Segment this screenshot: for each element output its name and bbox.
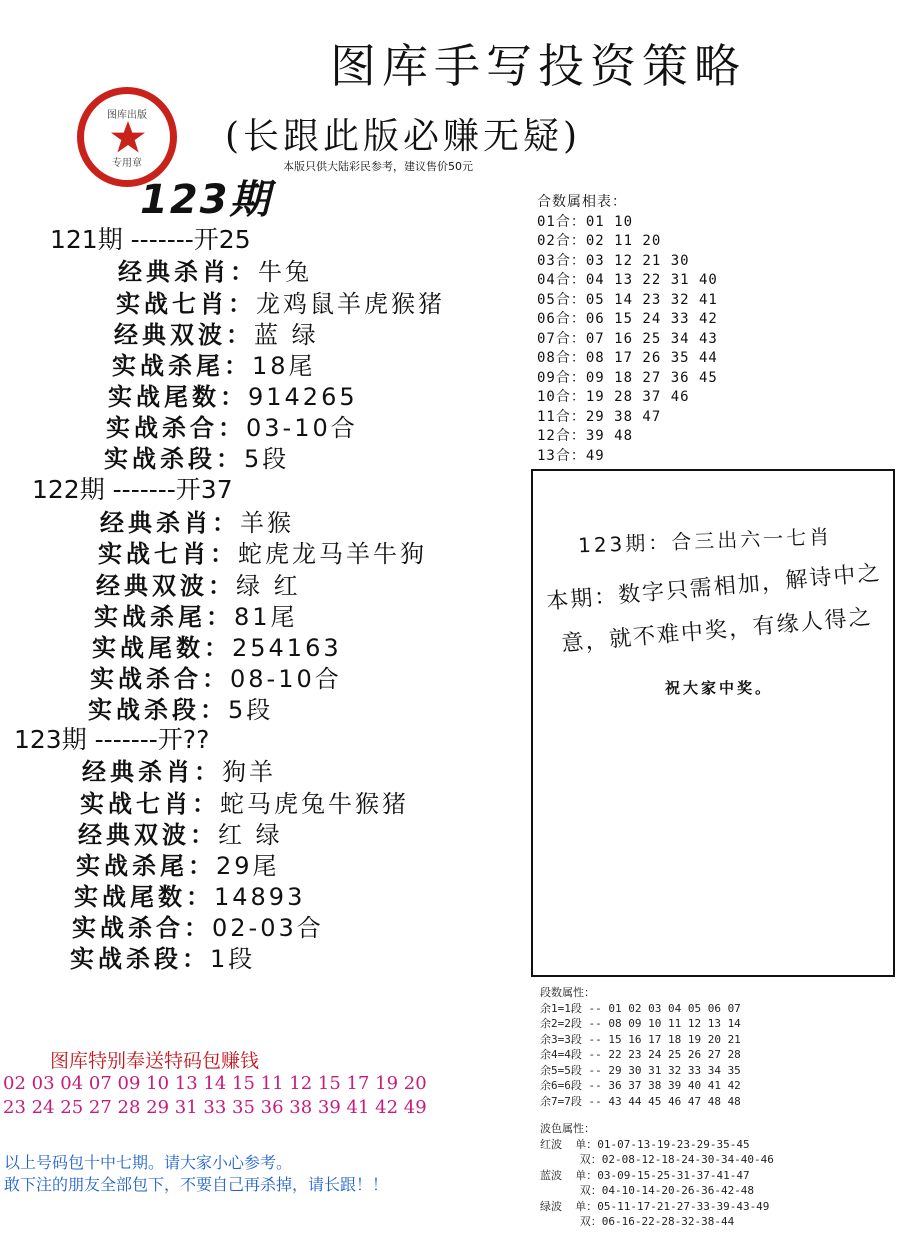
period-123-line xyxy=(80,784,409,819)
riddle-line-2: 本期：数字只需相加，解诗中之 xyxy=(545,560,883,615)
wave-row: 双：04-10-14-20-26-36-42-48 xyxy=(540,1184,755,1197)
star-icon xyxy=(110,120,146,154)
segments-table xyxy=(540,985,774,1230)
riddle-wish: 祝大家中奖。 xyxy=(665,679,774,697)
period-122-line xyxy=(96,566,301,601)
line-label: 实战杀尾： xyxy=(112,352,252,380)
segment-row: 余3=3段 -- 15 16 17 18 19 20 21 xyxy=(540,1032,741,1046)
he-table-row: 12合：39 48 xyxy=(537,428,634,444)
period-122-line xyxy=(90,659,342,694)
line-value: 02-03合 xyxy=(212,914,324,942)
period-122-line xyxy=(100,503,294,538)
line-value: 08-10合 xyxy=(230,665,342,693)
segment-row: 余2=2段 -- 08 09 10 11 12 13 14 xyxy=(540,1017,741,1030)
riddle-line-1: 123期：合三出六一七肖 xyxy=(577,524,833,558)
period-122-line xyxy=(98,534,427,569)
segment-row: 余5=5段 -- 29 30 31 32 33 34 35 xyxy=(540,1063,741,1077)
line-value: 254163 xyxy=(232,634,342,662)
line-label: 经典杀肖： xyxy=(82,758,222,786)
line-value: 29尾 xyxy=(216,852,280,880)
period-123-line xyxy=(70,939,255,974)
period-122-line xyxy=(94,597,298,632)
wave-row: 双：06-16-22-28-32-38-44 xyxy=(540,1215,735,1228)
line-value: 蓝 绿 xyxy=(254,321,319,349)
he-table-title: 合数属相表： xyxy=(537,194,627,210)
he-table-row: 02合：02 11 20 xyxy=(537,233,662,249)
line-label: 实战杀合： xyxy=(106,414,246,442)
seal-bottom-text: 专用章 xyxy=(112,158,142,169)
line-label: 实战杀段： xyxy=(88,696,228,724)
wave-row: 绿波 单：05-11-17-21-27-33-39-43-49 xyxy=(540,1199,770,1213)
segments-title: 段数属性： xyxy=(540,986,595,999)
he-table-row: 09合：09 18 27 36 45 xyxy=(537,369,718,386)
promo-numbers-2: 23 24 25 27 28 29 31 33 35 36 38 39 41 42 49 xyxy=(3,1097,427,1118)
period-123-line xyxy=(76,846,280,881)
period-123-line xyxy=(72,908,324,943)
he-table-row: 05合：05 14 23 32 41 xyxy=(537,291,718,308)
line-label: 经典杀肖： xyxy=(118,258,258,286)
line-label: 实战尾数： xyxy=(74,883,214,911)
promo-note-1: 以上号码包十中七期。请大家小心参考。 xyxy=(4,1153,293,1172)
period-123-line xyxy=(78,815,283,850)
line-label: 实战杀合： xyxy=(72,914,212,942)
line-value: 14893 xyxy=(214,883,306,911)
line-label: 实战七肖： xyxy=(116,290,256,318)
period-122-head: 122期 -------开37 xyxy=(32,475,233,504)
period-121-line xyxy=(114,315,319,350)
he-table-row: 07合：07 16 25 34 43 xyxy=(537,330,718,347)
he-table-row: 03合：03 12 21 30 xyxy=(537,252,690,269)
segment-row: 余7=7段 -- 43 44 45 46 47 48 48 xyxy=(540,1094,741,1108)
he-table-row: 06合：06 15 24 33 42 xyxy=(537,311,718,327)
period-122-line xyxy=(92,628,342,663)
issue-number: 123期 xyxy=(140,177,272,223)
line-value: 牛兔 xyxy=(258,258,312,286)
line-label: 实战七肖： xyxy=(80,790,220,818)
promo-note-2: 敢下注的朋友全部包下，不要自己再杀掉，请长跟！！ xyxy=(4,1175,389,1194)
line-label: 经典双波： xyxy=(114,321,254,349)
line-value: 红 绿 xyxy=(218,821,283,849)
line-label: 实战尾数： xyxy=(108,383,248,411)
he-table-row: 13合：49 xyxy=(537,447,605,464)
period-121-line xyxy=(106,408,358,443)
he-table-row: 11合：29 38 47 xyxy=(537,408,662,425)
seal-top-text: 图库出版 xyxy=(107,110,147,121)
line-value: 蛇马虎兔牛猴猪 xyxy=(220,790,409,818)
page-subtitle: (长跟此版必赚无疑) xyxy=(225,116,582,157)
line-label: 实战七肖： xyxy=(98,540,238,568)
line-value: 1段 xyxy=(210,945,256,973)
riddle-line-3: 意，就不难中奖，有缘人得之 xyxy=(560,604,874,657)
page-title: 图库手写投资策略 xyxy=(330,39,746,93)
promo-title: 图库特别奉送特码包赚钱 xyxy=(50,1050,260,1072)
period-121-line xyxy=(112,346,316,381)
line-value: 81尾 xyxy=(234,603,298,631)
segment-row: 余6=6段 -- 36 37 38 39 40 41 42 xyxy=(540,1079,741,1092)
line-label: 实战杀尾： xyxy=(76,852,216,880)
line-value: 蛇虎龙马羊牛狗 xyxy=(238,540,427,568)
line-label: 实战尾数： xyxy=(92,634,232,662)
line-label: 实战杀尾： xyxy=(94,603,234,631)
wave-row: 红波 单：01-07-13-19-23-29-35-45 xyxy=(540,1137,750,1151)
line-label: 实战杀段： xyxy=(70,945,210,973)
period-121-line xyxy=(116,284,445,319)
segment-row: 余4=4段 -- 22 23 24 25 26 27 28 xyxy=(540,1048,741,1061)
he-table-row: 10合：19 28 37 46 xyxy=(537,389,690,405)
wave-row: 蓝波 单：03-09-15-25-31-37-41-47 xyxy=(540,1168,750,1182)
line-value: 狗羊 xyxy=(222,758,276,786)
line-label: 经典杀肖： xyxy=(100,509,240,537)
period-123-head: 123期 -------开?? xyxy=(14,725,210,754)
segment-row: 余1=1段 -- 01 02 03 04 05 06 07 xyxy=(540,1001,741,1015)
period-121-line xyxy=(118,252,312,287)
line-value: 龙鸡鼠羊虎猴猪 xyxy=(256,290,445,318)
line-label: 经典双波： xyxy=(78,821,218,849)
line-value: 03-10合 xyxy=(246,414,358,442)
line-label: 实战杀合： xyxy=(90,665,230,693)
period-123-line xyxy=(74,877,305,912)
he-table-row: 08合：08 17 26 35 44 xyxy=(537,350,718,366)
line-value: 羊猴 xyxy=(240,509,294,537)
line-value: 18尾 xyxy=(252,352,316,380)
promo-numbers-1: 02 03 04 07 09 10 13 14 15 11 12 15 17 19 20 xyxy=(3,1073,427,1094)
he-table xyxy=(537,193,718,466)
period-121-line xyxy=(108,377,358,412)
line-value: 绿 红 xyxy=(236,572,301,600)
period-121-line xyxy=(104,439,289,474)
line-value: 5段 xyxy=(244,445,290,473)
line-label: 实战杀段： xyxy=(104,445,244,473)
line-label: 经典双波： xyxy=(96,572,236,600)
price-note: 本版只供大陆彩民参考，建议售价50元 xyxy=(283,160,473,173)
period-121-head: 121期 -------开25 xyxy=(50,225,251,254)
he-table-row: 04合：04 13 22 31 40 xyxy=(537,272,718,288)
wave-row: 双：02-08-12-18-24-30-34-40-46 xyxy=(540,1153,774,1166)
period-123-line xyxy=(82,752,276,787)
line-value: 5段 xyxy=(228,696,274,724)
line-value: 914265 xyxy=(248,383,358,411)
wave-title: 波色属性： xyxy=(540,1122,595,1135)
he-table-row: 01合：01 10 xyxy=(537,213,634,230)
